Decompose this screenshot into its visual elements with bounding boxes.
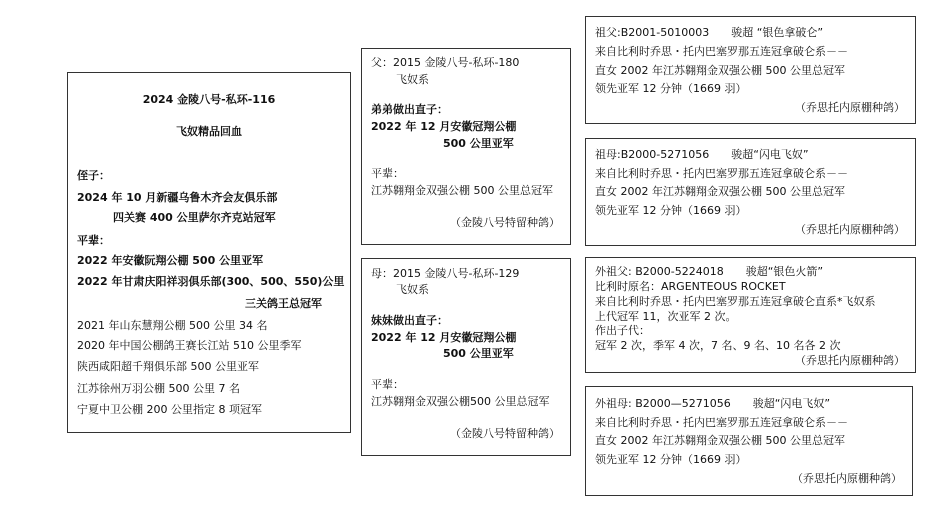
- bird-title: 2024 金陵八号-私环-116: [142, 93, 276, 106]
- paternal-grandfather-card: [585, 16, 916, 124]
- bird-subtitle: 飞奴精品回血: [176, 125, 242, 138]
- mgm-daughter-result: 直女 2002 年江苏翱翔金双强公棚 500 公里总冠军: [595, 434, 845, 447]
- maternal-grandmother-card: [585, 386, 913, 496]
- sibling-result-3: 2021 年山东慧翔公棚 500 公里 34 名: [77, 319, 268, 332]
- mgf-ancestry: 上代冠军 11，次亚军 2 次。: [595, 310, 737, 323]
- mgf-offspring-results: 冠军 2 次，季军 4 次，7 名、9 名、10 名各 2 次: [595, 339, 841, 352]
- mgm-origin: 来自比利时乔思・托内巴塞罗那五连冠拿破仑系－－: [595, 416, 848, 429]
- pgm-ring: 祖母:B2000-5271056 骏超“闪电飞奴”: [595, 148, 809, 161]
- pgm-note: （乔思托内原棚种鸽）: [795, 223, 905, 236]
- sibling-result-5: 陕西咸阳超千翔俱乐部 500 公里亚军: [77, 360, 259, 373]
- main-bird-card: [67, 72, 351, 433]
- maternal-grandfather-card: [585, 257, 916, 373]
- pgf-note: （乔思托内原棚种鸽）: [795, 101, 905, 114]
- nephew-heading: 侄子：: [77, 169, 110, 182]
- paternal-grandmother-card: [585, 138, 916, 246]
- father-strain: 飞奴系: [396, 73, 429, 86]
- mgf-original-name: 比利时原名：ARGENTEOUS ROCKET: [595, 280, 786, 293]
- mother-note: （金陵八号特留种鸽）: [450, 427, 560, 440]
- father-sibling-result: 江苏翱翔金双强公棚 500 公里总冠军: [371, 184, 553, 197]
- pgf-origin: 来自比利时乔思・托内巴塞罗那五连冠拿破仑系－－: [595, 45, 848, 58]
- mgm-note: （乔思托内原棚种鸽）: [792, 472, 902, 485]
- sibling-result-2: 2022 年甘肃庆阳祥羽俱乐部(300、500、550)公里: [77, 275, 345, 288]
- mother-sister-result: 2022 年 12 月安徽冠翔公棚: [371, 331, 517, 344]
- pgf-ring: 祖父:B2001-5010003 骏超 “银色拿破仑”: [595, 26, 824, 39]
- father-brother-heading: 弟弟做出直子：: [371, 103, 448, 116]
- mother-sibling-heading: 平辈：: [371, 378, 404, 391]
- sibling-result-2-cont: 三关鸽王总冠军: [245, 297, 322, 310]
- mother-strain: 飞奴系: [396, 283, 429, 296]
- sibling-heading: 平辈：: [77, 234, 110, 247]
- pgf-lead: 领先亚军 12 分钟（1669 羽）: [595, 82, 747, 95]
- mgf-offspring-heading: 作出子代：: [595, 324, 650, 337]
- nephew-result-line2: 四关赛 400 公里萨尔齐克站冠军: [113, 211, 276, 224]
- sibling-result-1: 2022 年安徽阮翔公棚 500 公里亚军: [77, 254, 264, 267]
- sibling-result-4: 2020 年中国公棚鸽王赛长江站 510 公里季军: [77, 339, 302, 352]
- father-brother-result: 2022 年 12 月安徽冠翔公棚: [371, 120, 517, 133]
- sibling-result-6: 江苏徐州万羽公棚 500 公里 7 名: [77, 382, 240, 395]
- mother-sibling-result: 江苏翱翔金双强公棚500 公里总冠军: [371, 395, 550, 408]
- mother-card: [361, 258, 571, 456]
- mgm-lead: 领先亚军 12 分钟（1669 羽）: [595, 453, 747, 466]
- father-card: [361, 48, 571, 245]
- mgf-origin: 来自比利时乔思・托内巴塞罗那五连冠拿破仑直系*飞奴系: [595, 295, 876, 308]
- pgf-daughter-result: 直女 2002 年江苏翱翔金双强公棚 500 公里总冠军: [595, 64, 845, 77]
- father-sibling-heading: 平辈：: [371, 167, 404, 180]
- nephew-result-line1: 2024 年 10 月新疆乌鲁木齐会友俱乐部: [77, 191, 278, 204]
- mgf-ring: 外祖父: B2000-5224018 骏超“银色火箭”: [595, 265, 824, 278]
- mother-sister-result-cont: 500 公里亚军: [443, 347, 514, 360]
- mgm-ring: 外祖母: B2000—5271056 骏超“闪电飞奴”: [595, 397, 831, 410]
- mother-ring: 母：2015 金陵八号-私环-129: [371, 267, 520, 280]
- sibling-result-7: 宁夏中卫公棚 200 公里指定 8 项冠军: [77, 403, 262, 416]
- father-brother-result-cont: 500 公里亚军: [443, 137, 514, 150]
- father-note: （金陵八号特留种鸽）: [450, 216, 560, 229]
- pgm-origin: 来自比利时乔思・托内巴塞罗那五连冠拿破仑系－－: [595, 167, 848, 180]
- pgm-daughter-result: 直女 2002 年江苏翱翔金双强公棚 500 公里总冠军: [595, 185, 845, 198]
- father-ring: 父：2015 金陵八号-私环-180: [371, 56, 520, 69]
- mgf-note: （乔思托内原棚种鸽）: [795, 354, 905, 367]
- pgm-lead: 领先亚军 12 分钟（1669 羽）: [595, 204, 747, 217]
- mother-sister-heading: 妹妹做出直子：: [371, 314, 448, 327]
